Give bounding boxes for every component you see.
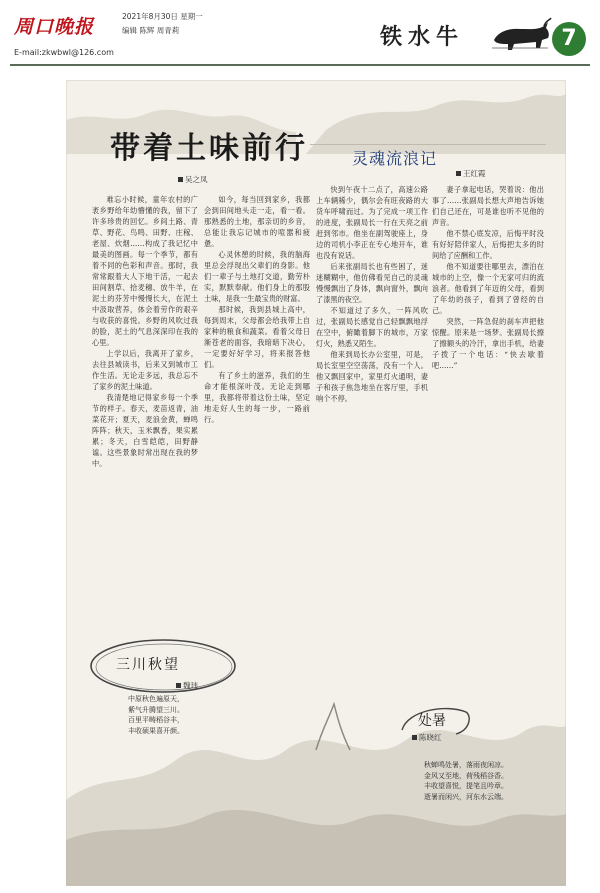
newspaper-logo: 周口晚报 [14,16,95,38]
poem2-body: 秋蝉鸣处暑，落雨夜闲凉。 金风又至地，荷残稻谷香。 丰收望喜悦，提笔且吟章。 逝暑而闲兴，河东水云端。 [424,761,508,801]
issue-editors: 编辑 陈辉 周青莉 [122,26,180,35]
article-column-1: 难忘小时候，童年农村的广袤乡野给年幼懵懂的我，留下了许多珍贵的回忆。乡间土路、青草、野花、鸟鸣、田野、庄稼、老屋、炊烟……构成了我记忆中最美的图画。每一个季节，都有着不同的色彩和声音。那时，我常常跟着大人下地干活，一起去田间割草、拾麦穗、放牛羊，在泥土的芬芳中慢慢长大，在泥土中汲取营养，体会着劳作的艰辛与收获的喜悦。乡野的风吹过我的脸，泥土的气息深深印在我的心里。 上学以后，我离开了家乡，去往县城读书，后来又到城市工作生活。无论走多远，我总忘不了家乡的泥土味道。 我清楚地记得家乡每一个季节的样子。春天，麦苗返青，油菜花开；夏天，麦浪金黄，蝉鸣阵阵；秋天，玉米飘香，果实累累；冬天，白雪皑皑，田野静谧。这些景象时常出现在我的梦中。 [92,195,198,468]
article-author-2: 王红霞 [456,168,486,179]
article-title: 带着土味前行 [110,131,308,166]
author-marker-icon [412,735,417,740]
poem2-author: 陈晓红 [412,732,442,743]
poem-title: 三川秋望 [116,657,180,673]
masthead [0,0,600,66]
article-title-2: 灵魂流浪记 [352,149,438,168]
author-marker-icon [178,177,183,182]
poem2-title: 处暑 [418,713,446,729]
email-address: E-mail:zkwbwl@126.com [14,48,114,57]
page-number-badge: 7 [552,22,586,56]
article-author: 吴之凤 [178,174,208,185]
header-divider [10,64,590,66]
bull-icon [490,16,552,56]
column-banner [370,14,580,58]
article2-column-2: 妻子拿起电话，哭着说：他出事了……张副局长想大声地告诉她们自己还在，可是谁也听不见他的声音。 他不禁心底发凉，后悔平时没有好好陪伴家人，后悔把太多的时间给了应酬和工作。 他不知道要往哪里去，漂泊在城市的上空，像一个无家可归的流浪者。他看到了年迈的父母，看到了年幼的孩子，看到了曾经的自己。 突然，一阵急促的刹车声把他惊醒。原来是一场梦。张副局长擦了擦额头的冷汗，拿出手机，给妻子拨了一个电话：“快去歇着吧……” [432,185,544,370]
poem-body: 中原秋色遍原天， 紫气升腾望三川。 百里平畴稻谷丰， 丰收硕果喜开颜。 [128,695,184,735]
article2-column-1: 快到午夜十二点了，高速公路上车辆稀少，偶尔会有旺夜路的大货车呼啸而过。为了完成一项工作的进度，张副局长一行在天亮之前赶到邻市。他坐在副驾驶座上，身边的司机小李正在专心地开车，谁也没有说话。 后来张副局长也有些困了，迷迷糊糊中，他仿佛看见自己的灵魂慢慢飘出了身体，飘向窗外，飘向了漆黑的夜空。 不知道过了多久，一阵风吹过，张副局长感觉自己轻飘飘地浮在空中，俯瞰着脚下的城市，万家灯火，熟悉又陌生。 他来到局长办公室里，可是，局长室里空空荡荡，没有一个人。他又飘回家中，家里灯火通明，妻子和孩子焦急地坐在客厅里，手机响个不停。 [316,185,428,403]
author-marker-icon [176,683,181,688]
issue-info [122,10,232,38]
article-column-2: 如今，每当回到家乡，我都会到田间地头走一走，看一看。那熟悉的土地，那亲切的乡音，总能让我忘记城市的喧嚣和疲惫。 心灵休憩的时候，我的脑海里总会浮现出父辈们的身影。他们一辈子与土地打交道，勤劳朴实，默默奉献。他们身上的那股土味，是我一生最宝贵的财富。 那时候，我到县城上高中，每到周末，父母都会给我带上自家种的粮食和蔬菜。看着父母日渐苍老的面容，我暗暗下决心，一定要好好学习，将来报答他们。 有了乡土的滋养，我们的生命才能根深叶茂。无论走到哪里，我都将带着这份土味，坚定地走好人生的每一步，一路前行。 [204,195,310,424]
issue-date: 2021年8月30日 星期一 [122,12,203,21]
column-name: 铁水牛 [380,24,465,50]
author-marker-icon [456,171,461,176]
section-divider [310,144,546,145]
poem-author: 魏玮 [176,680,198,691]
